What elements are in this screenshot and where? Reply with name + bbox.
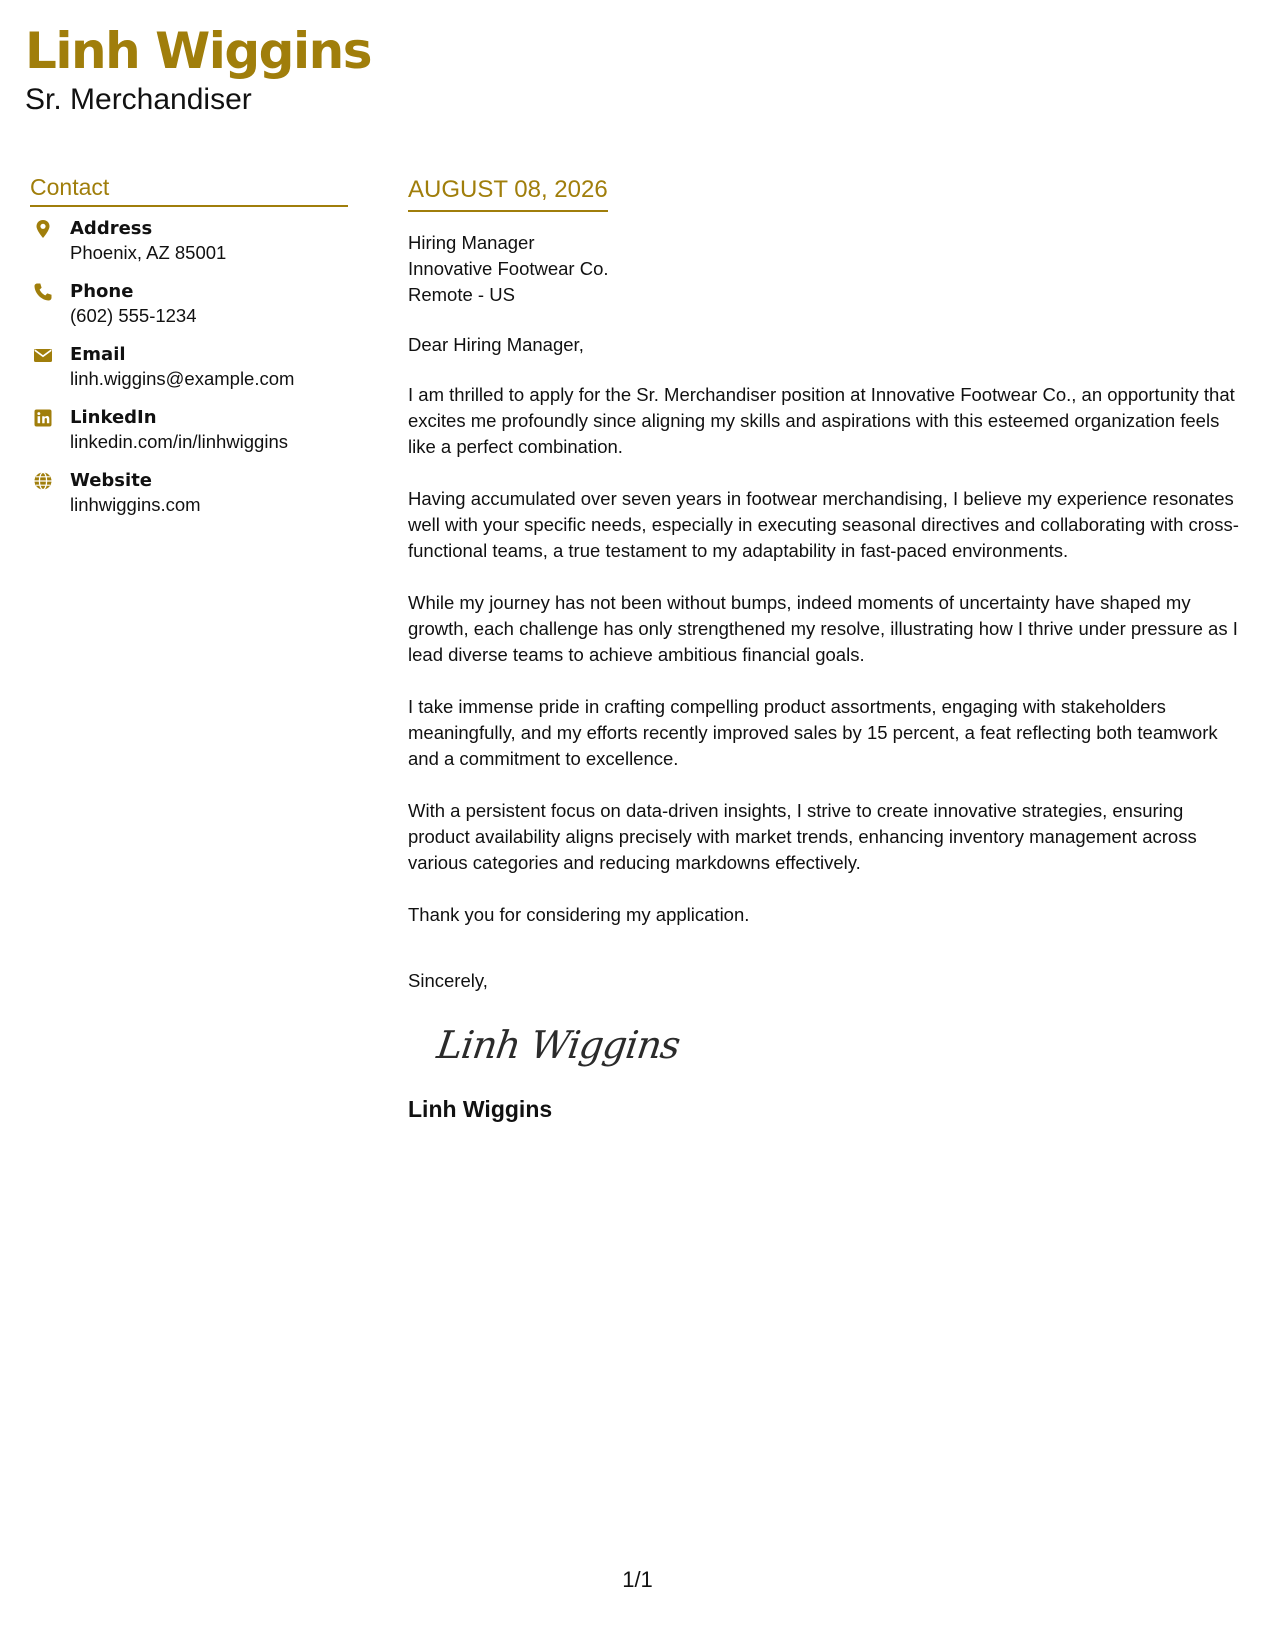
contact-item-address	[30, 217, 348, 280]
recipient-company: Innovative Footwear Co.	[408, 258, 609, 279]
signer-name: Linh Wiggins	[408, 1096, 553, 1122]
website-value[interactable]: linhwiggins.com	[70, 494, 201, 515]
body-paragraph: With a persistent focus on data-driven insights, I strive to create innovative strategies, ensuring product availability aligns precisely with market trends, enhancing inventory management across various categories and reducing markdowns effectively.	[408, 800, 1197, 873]
email-value[interactable]: linh.wiggins@example.com	[70, 368, 295, 389]
linkedin-value[interactable]: linkedin.com/in/linhwiggins	[70, 431, 288, 452]
candidate-name: Linh Wiggins	[25, 22, 371, 80]
body-paragraph: I am thrilled to apply for the Sr. Merchandiser position at Innovative Footwear Co., an opportunity that excites me profoundly since aligning my skills and aspirations with this esteemed organization feels like a perfect combination.	[408, 384, 1235, 457]
email-label: Email	[70, 344, 126, 365]
contact-sidebar	[30, 172, 348, 532]
website-label: Website	[70, 470, 153, 491]
closing: Sincerely,	[408, 970, 488, 991]
letter-body	[408, 382, 1248, 928]
body-paragraph: I take immense pride in crafting compelling product assortments, engaging with stakeholders meaningfully, and my efforts recently improved sales by 15 percent, a feat reflecting both teamwork and a commitment to excellence.	[408, 696, 1218, 769]
globe-icon	[33, 471, 53, 491]
phone-value: (602) 555-1234	[70, 305, 197, 326]
date-block	[408, 174, 608, 212]
body-paragraph: Thank you for considering my application.	[408, 904, 750, 925]
address-label: Address	[70, 218, 153, 239]
page-number: 1/1	[622, 1567, 653, 1592]
cover-letter	[408, 174, 1248, 1124]
phone-icon	[33, 282, 53, 302]
map-pin-icon	[33, 219, 53, 239]
body-paragraph: Having accumulated over seven years in footwear merchandising, I believe my experience resonates well with your specific needs, especially in executing seasonal directives and collaborating with cross-functional teams, a true testament to my adaptability in fast-paced environments.	[408, 488, 1239, 561]
contact-list	[30, 217, 348, 532]
contact-heading: Contact	[30, 172, 348, 207]
linkedin-icon	[33, 408, 53, 428]
recipient-block	[408, 230, 1248, 308]
salutation: Dear Hiring Manager,	[408, 334, 584, 355]
body-paragraph: While my journey has not been without bumps, indeed moments of uncertainty have shaped my growth, each challenge has only strengthened my resolve, illustrating how I thrive under pressure as I lead diverse teams to achieve ambitious financial goals.	[408, 592, 1238, 665]
contact-item-phone	[30, 280, 348, 343]
phone-label: Phone	[70, 281, 134, 302]
contact-item-website	[30, 469, 348, 532]
contact-item-email	[30, 343, 348, 406]
handwritten-signature: Linh Wiggins	[434, 1023, 683, 1067]
job-title: Sr. Merchandiser	[25, 83, 252, 116]
linkedin-label: LinkedIn	[70, 407, 157, 428]
contact-item-linkedin	[30, 406, 348, 469]
letter-date: AUGUST 08, 2026	[408, 176, 608, 203]
recipient-contact: Hiring Manager	[408, 232, 535, 253]
envelope-icon	[33, 345, 53, 365]
recipient-location: Remote - US	[408, 284, 515, 305]
address-value: Phoenix, AZ 85001	[70, 242, 227, 263]
